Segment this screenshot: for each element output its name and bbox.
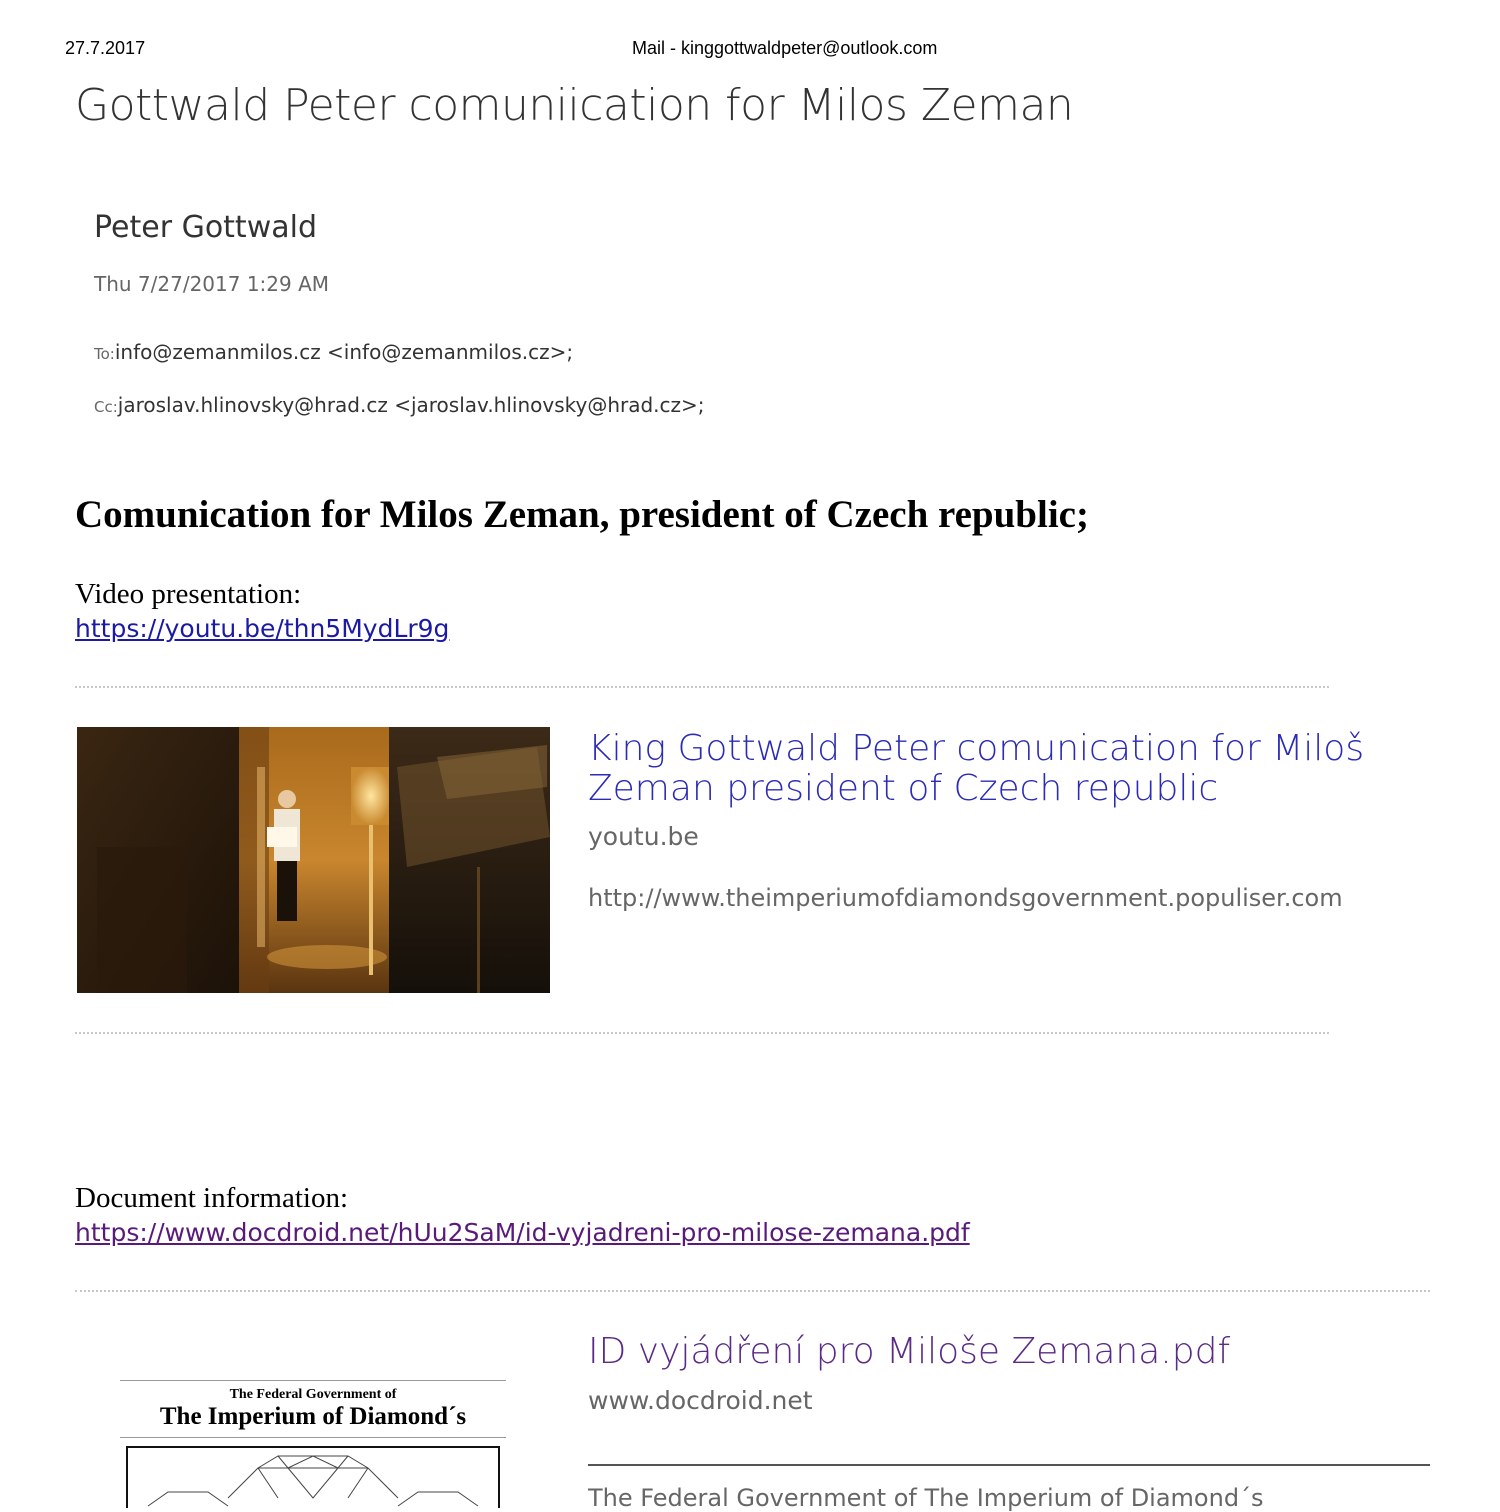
to-address[interactable]: info@zemanmilos.cz <info@zemanmilos.cz>; [114,340,574,364]
sender-name[interactable]: Peter Gottwald [94,210,317,245]
body-heading: Comunication for Milos Zeman, president of Czech republic; [75,493,1089,536]
to-label: To: [94,345,115,363]
video-label: Video presentation: [75,578,302,610]
to-recipients [94,340,573,364]
document-card-title[interactable]: ID vyjádření pro Miloše Zemana.pdf [588,1331,1231,1372]
email-subject: Gottwald Peter comuniication for Milos Zeman [75,80,1074,131]
document-link[interactable]: https://www.docdroid.net/hUu2SaM/id-vyjadreni-pro-milose-zemana.pdf [75,1218,970,1247]
cc-recipients [94,393,705,417]
video-card-description: http://www.theimperiumofdiamondsgovernment.populiser.com [588,884,1343,912]
video-thumbnail[interactable] [77,727,550,993]
cc-address[interactable]: jaroslav.hlinovsky@hrad.cz <jaroslav.hlinovsky@hrad.cz>; [117,393,705,417]
sent-datetime: Thu 7/27/2017 1:29 AM [94,272,330,296]
print-page-title: Mail - kinggottwaldpeter@outlook.com [632,38,938,58]
preview-imperium-title: The Imperium of Diamond´s [159,1403,467,1430]
cc-label: Cc: [94,398,118,416]
document-label: Document information: [75,1182,349,1214]
divider [75,1032,1329,1034]
video-thumbnail-image [77,727,550,993]
video-link[interactable]: https://youtu.be/thn5MydLr9g [75,614,450,643]
preview-government-text: The Federal Government of [229,1387,397,1402]
document-card-description: The Federal Government of The Imperium of Diamond´s [588,1484,1264,1512]
preview-diamond-frame [126,1446,500,1508]
divider [75,686,1329,688]
video-card-domain: youtu.be [588,822,699,851]
video-card-title[interactable] [588,729,1364,809]
document-card-domain: www.docdroid.net [588,1386,813,1415]
preview-mid-rule [120,1437,506,1438]
video-card-title-line1: King Gottwald Peter comunication for Miloš [588,728,1365,769]
document-card-rule [588,1464,1430,1466]
video-card-title-line2: Zeman president of Czech republic [588,768,1219,809]
diamond-icon [128,1448,498,1508]
divider [75,1290,1430,1292]
document-preview[interactable] [120,1380,506,1500]
print-date: 27.7.2017 [65,38,146,58]
preview-top-rule [120,1380,506,1431]
